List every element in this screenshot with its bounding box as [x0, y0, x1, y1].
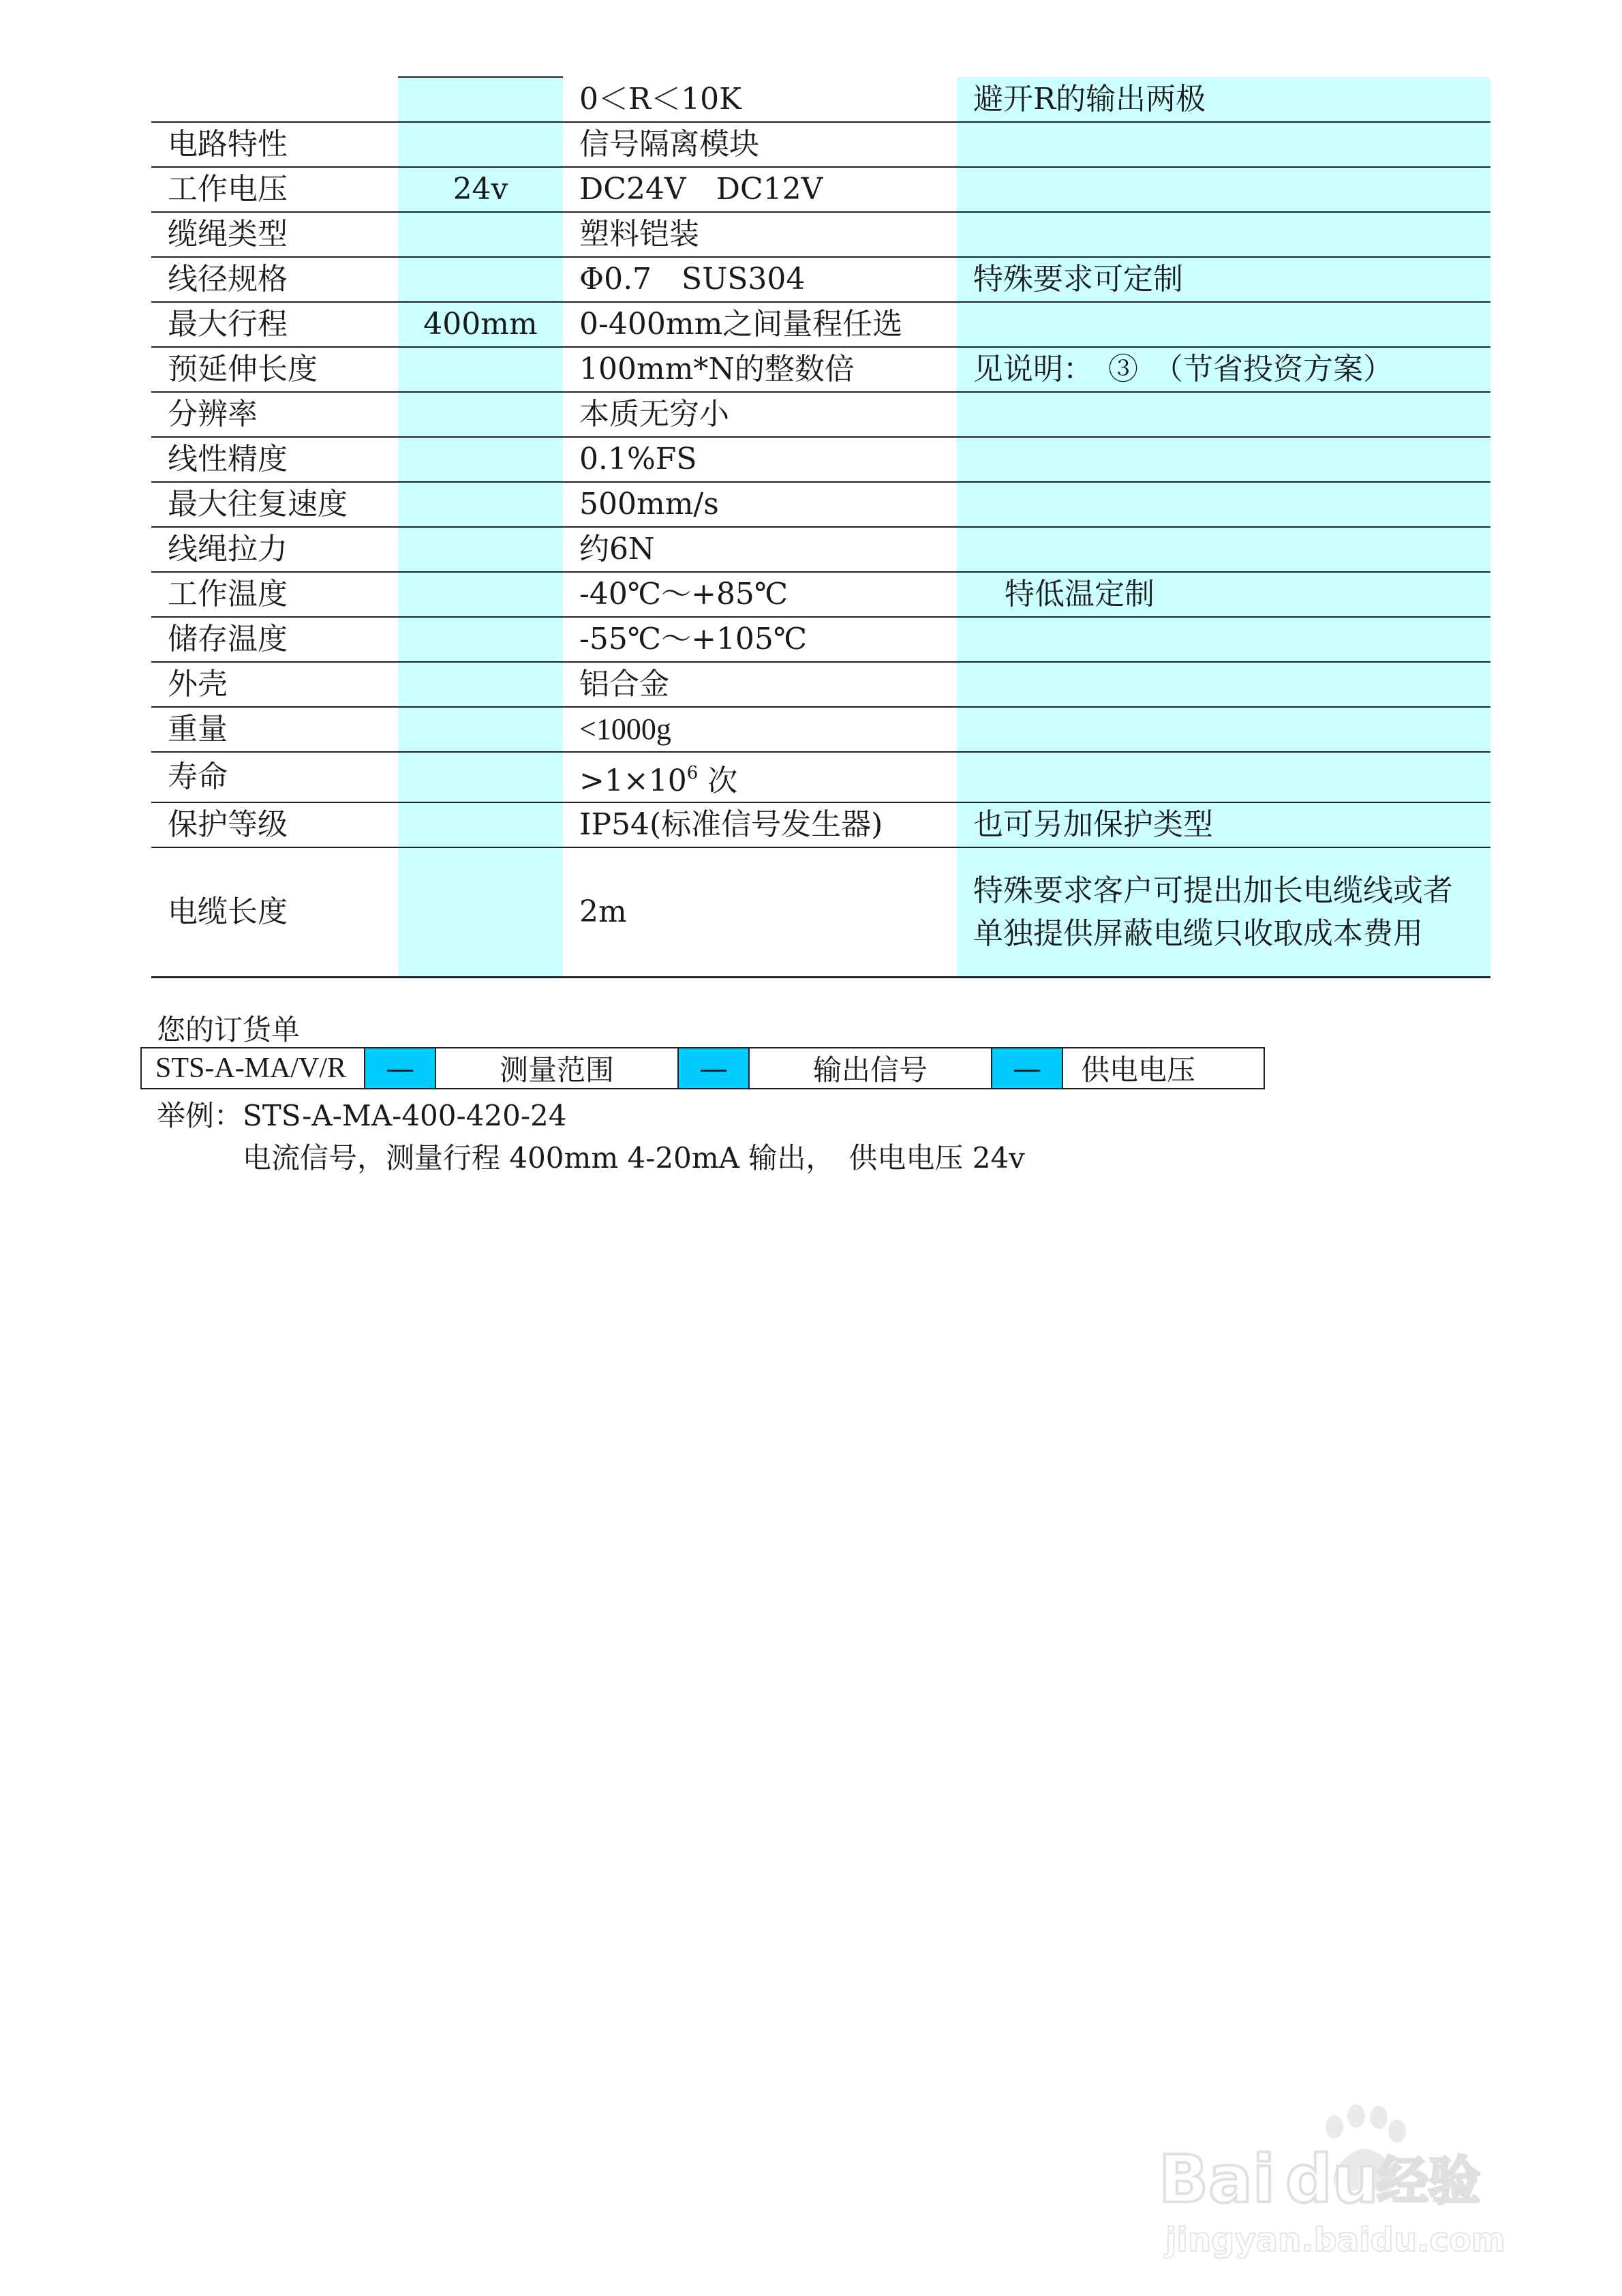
spec-row-weight [151, 707, 1490, 752]
spec-label: 储存温度 [168, 622, 288, 656]
spec-label: 线径规格 [168, 262, 288, 297]
spec-value [398, 572, 563, 617]
spec-row-resistance [151, 77, 1490, 122]
spec-note [957, 482, 1490, 527]
spec-value [398, 527, 563, 572]
spec-text: 信号隔离模块 [579, 127, 759, 162]
spec-label: 电路特性 [168, 127, 288, 162]
spec-label: 分辨率 [168, 397, 258, 432]
spec-note [957, 167, 1490, 212]
spec-row-protection [151, 802, 1490, 847]
spec-row-pre-extension [151, 347, 1490, 392]
spec-table [151, 76, 1490, 978]
spec-value [398, 662, 563, 707]
spec-value: 24v [398, 167, 563, 212]
order-range-field: 测量范围 [436, 1048, 679, 1088]
spec-value [398, 482, 563, 527]
spec-label: 预延伸长度 [168, 352, 318, 387]
order-output-field: 输出信号 [750, 1048, 992, 1088]
order-separator: — [679, 1048, 750, 1088]
spec-value [398, 257, 563, 302]
spec-text: IP54(标准信号发生器) [579, 807, 883, 842]
spec-note [957, 212, 1490, 257]
spec-row-voltage [151, 167, 1490, 212]
spec-label: 最大往复速度 [168, 487, 348, 522]
order-voltage-field: 供电电压 [1081, 1053, 1196, 1087]
lifespan-base: >1×10 [579, 764, 687, 798]
spec-text: 铝合金 [579, 667, 669, 701]
spec-value [398, 212, 563, 257]
spec-row-tension [151, 527, 1490, 572]
spec-label: 工作电压 [168, 172, 288, 207]
spec-text: -55℃～+105℃ [579, 622, 808, 656]
spec-row-cable-type [151, 212, 1490, 257]
spec-note [957, 617, 1490, 662]
spec-value [398, 122, 563, 167]
spec-text: 约6N [579, 532, 655, 567]
spec-row-speed [151, 482, 1490, 527]
spec-text: DC24V DC12V [579, 172, 823, 207]
spec-note: 特殊要求可定制 [957, 257, 1490, 302]
spec-note: 见说明： ③ （节省投资方案） [957, 347, 1490, 392]
spec-row-storage-temp [151, 617, 1490, 662]
spec-text: <1000g [579, 712, 671, 746]
spec-label: 电缆长度 [168, 894, 288, 929]
baidu-jingyan-watermark [1152, 2100, 1547, 2263]
spec-text [563, 752, 957, 802]
spec-text: 2m [579, 894, 627, 929]
spec-value [398, 392, 563, 437]
spec-note [957, 122, 1490, 167]
spec-label: 线绳拉力 [168, 532, 288, 567]
spec-note [957, 662, 1490, 707]
watermark-brand-bai: Bai [1159, 2141, 1275, 2218]
spec-label: 缆绳类型 [168, 217, 288, 252]
spec-text: 0.1%FS [579, 442, 697, 477]
order-separator: — [992, 1048, 1063, 1088]
spec-note: 特殊要求客户可提出加长电缆线或者单独提供屏蔽电缆只收取成本费用 [957, 847, 1490, 978]
spec-value [398, 617, 563, 662]
spec-note [957, 437, 1490, 482]
spec-value [398, 77, 563, 122]
spec-label: 寿命 [168, 759, 228, 794]
order-separator: — [365, 1048, 436, 1088]
spec-row-max-stroke [151, 302, 1490, 347]
spec-label [151, 77, 398, 122]
spec-value [398, 802, 563, 847]
spec-text: 100mm*N的整数倍 [579, 352, 855, 387]
spec-row-housing [151, 662, 1490, 707]
spec-value [398, 847, 563, 978]
order-model-code: STS-A-MA/V/R [142, 1048, 365, 1088]
order-example-description: 电流信号，测量行程 400mm 4-20mA 输出， 供电电压 24v [243, 1141, 1025, 1175]
spec-row-lifespan [151, 752, 1490, 802]
watermark-brand-du: du [1285, 2141, 1379, 2218]
spec-note [957, 752, 1490, 802]
spec-note: 特低温定制 [957, 572, 1490, 617]
watermark-url: jingyan.baidu.com [1165, 2221, 1505, 2259]
spec-row-resolution [151, 392, 1490, 437]
spec-value [398, 707, 563, 752]
spec-note: 避开R的输出两极 [957, 77, 1490, 122]
spec-label: 工作温度 [168, 577, 288, 611]
spec-row-cable-length [151, 847, 1490, 978]
spec-text: 0＜R＜10K [579, 81, 741, 117]
spec-label: 最大行程 [168, 307, 288, 342]
spec-label: 外壳 [168, 667, 228, 701]
lifespan-unit: 次 [698, 764, 738, 798]
watermark-brand-jingyan: 经验 [1377, 2151, 1480, 2211]
spec-text: -40℃～+85℃ [579, 577, 789, 611]
order-code-bar [140, 1047, 1265, 1089]
spec-row-operating-temp [151, 572, 1490, 617]
spec-row-linearity [151, 437, 1490, 482]
spec-note [957, 707, 1490, 752]
spec-text: 0-400mm之间量程任选 [579, 307, 903, 342]
spec-label: 重量 [168, 712, 228, 746]
spec-value [398, 752, 563, 802]
spec-text: 本质无穷小 [579, 397, 729, 432]
spec-value [398, 437, 563, 482]
order-heading: 您的订货单 [157, 1013, 301, 1046]
spec-label: 保护等级 [168, 807, 288, 842]
spec-row-circuit [151, 122, 1490, 167]
spec-value [398, 347, 563, 392]
spec-note [957, 527, 1490, 572]
spec-note: 也可另加保护类型 [957, 802, 1490, 847]
spec-text: 500mm/s [579, 487, 719, 522]
spec-text: 塑料铠装 [579, 217, 699, 252]
spec-label: 线性精度 [168, 442, 288, 477]
spec-text: Φ0.7 SUS304 [579, 262, 806, 297]
spec-row-wire-gauge [151, 257, 1490, 302]
order-example: 举例：STS-A-MA-400-420-24 [157, 1099, 567, 1132]
spec-note [957, 302, 1490, 347]
spec-value: 400mm [398, 302, 563, 347]
lifespan-exponent: 6 [686, 763, 699, 783]
spec-note [957, 392, 1490, 437]
